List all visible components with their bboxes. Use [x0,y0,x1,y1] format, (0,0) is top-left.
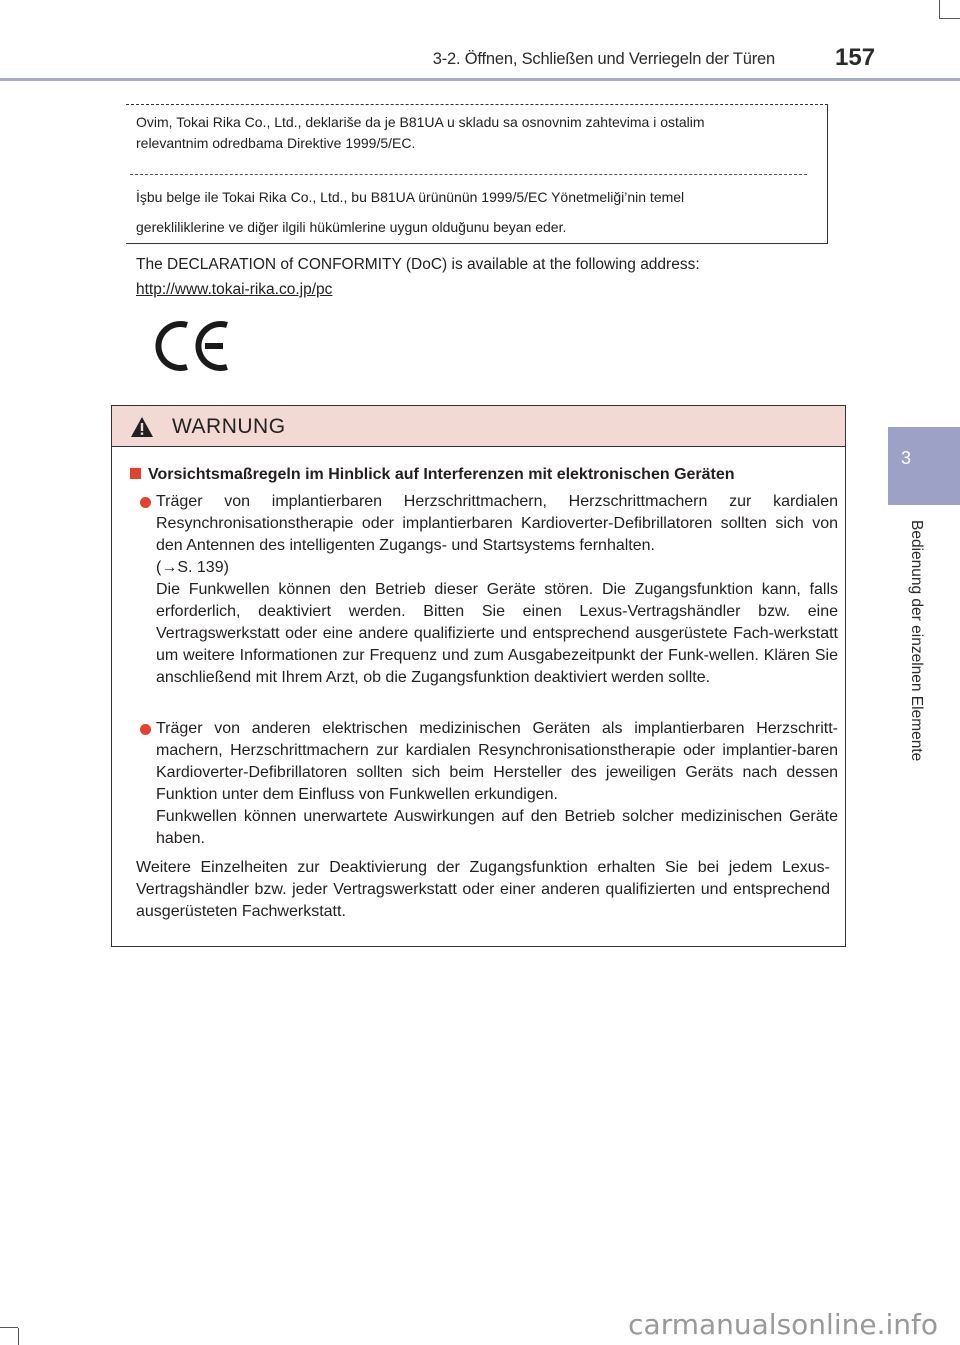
page-reference: (→S. 139) [156,559,229,576]
list-item-text: Funkwellen können unerwartete Auswirkungen auf den Betrieb solcher medizinischen Geräte haben. [156,808,838,847]
doc-notice: The DECLARATION of CONFORMITY (DoC) is available at the following address: [136,256,700,273]
list-item [156,491,838,689]
round-bullet-icon [140,497,151,508]
list-item-text: Träger von anderen elektrischen medizinischen Geräten als implantierbaren Herzschritt-machern, Herzschrittmachern zur kardialen Resynchronisationstherapie oder implantier-baren Kardioverter-Defibrillatoren sollten sich beim Hersteller des jeweiligen Geräts nach dessen Funktion unter dem Einfluss von Funkwellen erkundigen. [156,720,838,803]
crop-mark [0,1327,18,1328]
list-item [156,718,838,850]
round-bullet-icon [140,724,151,735]
crop-mark [939,18,960,19]
warning-title: WARNUNG [172,415,286,438]
square-bullet-icon [130,468,141,479]
list-item-text: Träger von implantierbaren Herzschrittmachern, Herzschrittmachern zur kardialen Resynchronisationstherapie oder implantierbaren Kardioverter-Defibrillatoren sollten sich von den Antennen des intelligenten Zugangs- und Startsystems fernhalten. [156,493,838,554]
chapter-label: Bedienung der einzelnen Elemente [908,520,925,762]
header-rule [0,78,960,81]
croatian-declaration-line2: relevantnim odredbama Direktive 1999/5/EC. [136,135,416,151]
page-number: 157 [835,44,876,71]
declaration-box [126,104,828,244]
warning-triangle-icon [131,417,153,437]
divider [130,174,807,175]
crop-mark [18,1328,19,1345]
warning-box [111,405,846,947]
section-heading [130,466,735,484]
section-title: 3-2. Öffnen, Schließen und Verriegeln der Türen [432,50,775,68]
warning-header [112,406,845,447]
watermark: carmanualsonline.info [628,1308,938,1341]
croatian-declaration-line1: Ovim, Tokai Rika Co., Ltd., deklariše da je B81UA u skladu sa osnovnim zahtevima i ostalim [136,114,705,130]
chapter-number: 3 [900,448,911,468]
doc-url-link[interactable]: http://www.tokai-rika.co.jp/pc [136,281,333,298]
closing-paragraph: Weitere Einzelheiten zur Deaktivierung der Zugangsfunktion erhalten Sie bei jedem Lexus-Vertragshändler bzw. jeder Vertragswerkstatt oder einer anderen qualifizierten und entsprechend ausgerüsteten Fachwerkstatt. [136,859,830,920]
turkish-declaration-line1: İşbu belge ile Tokai Rika Co., Ltd., bu B81UA ürününün 1999/5/EC Yönetmeliği’nin temel [136,189,685,205]
section-heading-text: Vorsichtsmaßregeln im Hinblick auf Interferenzen mit elektronischen Geräten [148,466,735,483]
turkish-declaration-line2: gerekliliklerine ve diğer ilgili hükümlerine uygun olduğunu beyan eder. [136,219,567,235]
list-item-text: Die Funkwellen können den Betrieb dieser Geräte stören. Die Zugangsfunktion kann, falls erforderlich, deaktiviert werden. Bitten Sie einen Lexus-Vertragshändler bzw. eine Vertragswerkstatt oder eine andere qualifizierte und entsprechend ausgerüstete Fach-werkstatt um weitere Informationen zur Frequenz und zum Ausgabezeitpunkt der Funk-wellen. Klären Sie anschließend mit Ihrem Arzt, ob die Zugangsfunktion deaktiviert werden sollte. [156,581,838,686]
crop-mark [939,0,940,18]
ce-mark-icon [155,318,231,374]
